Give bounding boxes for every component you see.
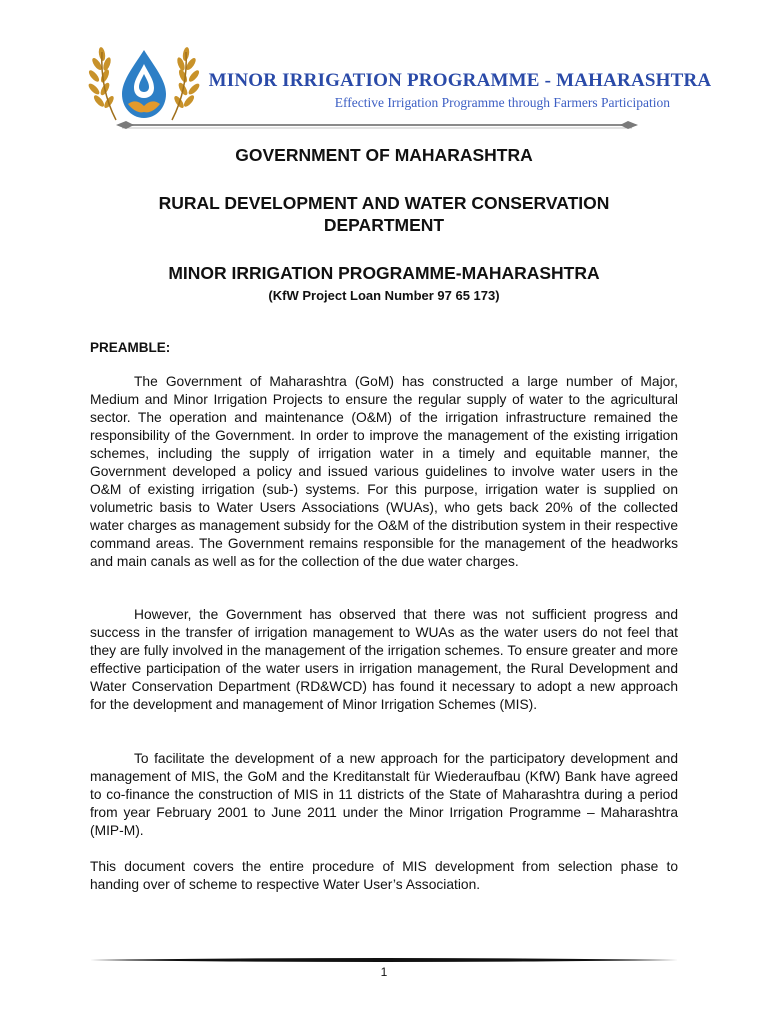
section-title: PREAMBLE: [90,340,171,355]
heading-department-line1: RURAL DEVELOPMENT AND WATER CONSERVATION [158,193,610,213]
water-drop-icon [122,50,166,118]
paragraph-2: However, the Government has observed that there was not sufficient progress and success in the transfer of irrigation management to WUAs as the water users do not feel that they are fully involved in the management of the irrigation schemes. To ensure greater and more effective participation of the water users in irrigation management, the Rural Development and Water Conservation Department (RD&WCD) has found it necessary to adopt a new approach for the development and management of Minor Irrigation Schemes (MIS). [90,607,678,712]
programme-logo [86,44,202,124]
heading-department-line2: DEPARTMENT [323,215,445,235]
heading-loan-number: (KfW Project Loan Number 97 65 173) [268,288,500,303]
header-subtitle: Effective Irrigation Programme through Farmers Participation [334,95,670,110]
header-divider [116,118,638,132]
paragraph-4: This document covers the entire procedure of MIS development from selection phase to handing over of scheme to respective Water User’s Association. [90,859,678,892]
header-title: MINOR IRRIGATION PROGRAMME - MAHARASHTRA [208,70,712,91]
paragraph-3: To facilitate the development of a new approach for the participatory development and management of MIS, the GoM and the Kreditanstalt für Wiederaufbau (KfW) Bank have agreed to co-finance the construction of MIS in 11 districts of the State of Maharashtra during a period from year February 2001 to June 2011 under the Minor Irrigation Programme – Maharashtra (MIP-M). [90,751,678,838]
wheat-left-icon [87,47,116,120]
heading-government: GOVERNMENT OF MAHARASHTRA [235,145,533,165]
page-number: 1 [380,965,388,979]
paragraph-1: The Government of Maharashtra (GoM) has constructed a large number of Major, Medium and Minor Irrigation Projects to ensure the regular supply of water to the agricultural sector. The operation and maintenance (O&M) of the irrigation infrastructure remained the responsibility of the Government. In order to improve the management of the existing irrigation schemes, including the supply of irrigation water in a timely and equitable manner, the Government developed a policy and issued various guidelines to involve water users in the O&M of existing irrigation (sub-) systems. For this purpose, irrigation water is supplied on volumetric basis to Water Users Associations (WUAs), who gets back 20% of the collected water charges as management subsidy for the O&M of the distribution system in their respective command areas. The Government remains responsible for the management of the headworks and main canals as well as for the collection of the due water charges. [90,374,678,569]
footer-divider [90,957,678,963]
heading-programme: MINOR IRRIGATION PROGRAMME-MAHARASHTRA [168,263,600,283]
